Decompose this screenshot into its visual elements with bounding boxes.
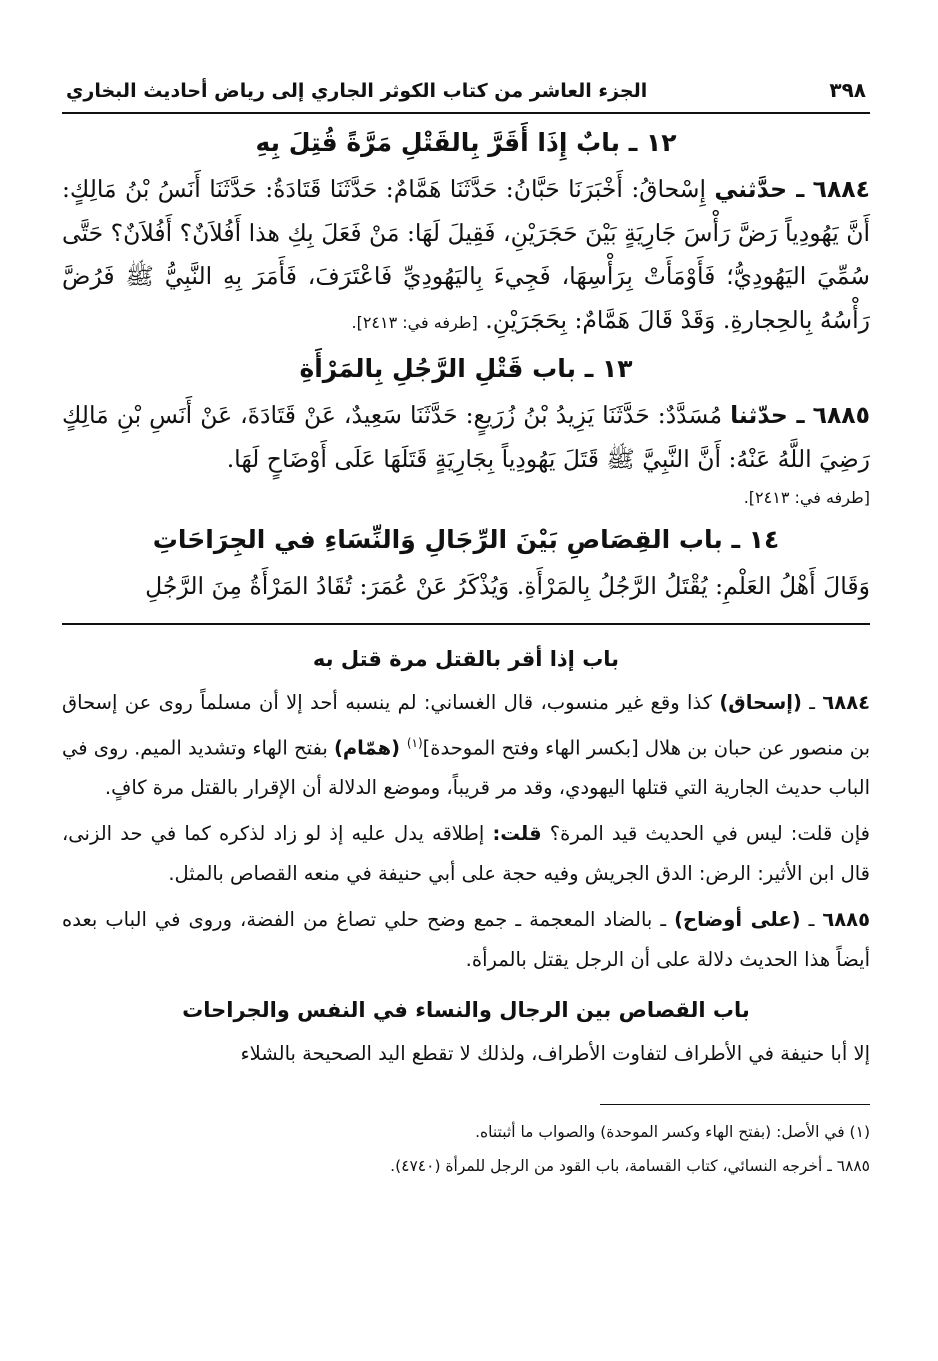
commentary-heading: باب إذا أقر بالقتل مرة قتل به	[312, 646, 620, 671]
commentary-paragraph: ٦٨٨٥ ـ (على أوضاح) ـ بالضاد المعجمة ـ جمع وضح حلي تصاغ من الفضة، وروى في الباب بعده أيضاً هذا الحديث دلالة على أن الرجل يقتل بالمرأة.	[62, 908, 870, 971]
chapter-12-title: ١٢ ـ بابٌ إِذَا أَقَرَّ بِالقَتْلِ مَرَّةً قُتِلَ بِهِ	[255, 128, 677, 157]
chapter-14-title: ١٤ ـ باب القِصَاصِ بَيْنَ الرِّجَالِ وَالنِّسَاءِ في الجِرَاحَاتِ	[152, 525, 780, 554]
keyword: (إسحاق)	[719, 690, 802, 714]
hadith-6885	[62, 394, 870, 481]
hadith-number: ٦٨٨٤	[822, 690, 870, 714]
book-page	[62, 78, 870, 1183]
commentary-paragraph: ٦٨٨٤ ـ (إسحاق) كذا وقع غير منسوب، قال الغساني: لم ينسبه أحد إلا أن مسلماً روى عن إسحاق بن منصور عن حبان بن هلال [بكسر الهاء وفتح الموحدة]$^{(١)}$ (همّام) بفتح الهاء وتشديد الميم. روى في الباب حديث الجارية التي قتلها اليهودي، وقد مر قريباً، وموضع الدلالة أن الإقرار بالقتل مرة كافٍ.	[62, 690, 870, 799]
keyword: (همّام)	[333, 736, 407, 759]
hadith-number: ٦٨٨٥	[822, 908, 870, 931]
running-header	[62, 78, 870, 114]
footnote: (١) في الأصل: (بفتح الهاء وكسر الموحدة) والصواب ما أثبتناه.	[475, 1123, 870, 1141]
hadith-text: إِسْحاقُ: أَخْبَرَنَا حَبَّانُ: حَدَّثَنَا هَمَّامٌ: حَدَّثَنَا قَتَادَةُ: حَدَّثَنَا أَنَسُ بْنُ مَالِكٍ: أَنَّ يَهُودِياً رَضَّ رَأْسَ جَارِيَةٍ بَيْنَ حَجَرَيْنِ، فَقِيلَ لَهَا: مَنْ فَعَلَ بِكِ هذا أَفُلاَنٌ؟ أَفُلاَنٌ؟ حَتَّى سُمِّيَ اليَهُودِيُّ؛ فَأَوْمَأَتْ بِرَأْسِهَا، فَجِيءَ بِاليَهُودِيِّ فَاعْتَرَفَ، فَأَمَرَ بِهِ النَّبِيُّ ﷺ فَرُضَّ رَأْسُهُ بِالحِجارةِ. وَقَدْ قَالَ هَمَّامٌ: بِحَجَرَيْنِ.	[62, 175, 870, 334]
chapter-13-title: ١٣ ـ باب قَتْلِ الرَّجُلِ بِالمَرْأَةِ	[299, 354, 633, 383]
section-divider	[62, 623, 870, 625]
hadith-ref: [طرفه في: ٢٤١٣].	[743, 488, 870, 507]
hadith-lead: ـ حدّثنا	[730, 401, 805, 429]
keyword: قلت:	[492, 822, 542, 845]
footnote-marker: (١)	[406, 735, 423, 750]
hadith-number: ٦٨٨٤	[812, 175, 870, 203]
footnote: ٦٨٨٥ ـ أخرجه النسائي، كتاب القسامة، باب القود من الرجل للمرأة (٤٧٤٠).	[390, 1157, 870, 1175]
commentary-paragraph: إلا أبا حنيفة في الأطراف لتفاوت الأطراف، ولذلك لا تقطع اليد الصحيحة بالشلاء	[240, 1042, 870, 1065]
page-number: ٣٩٨	[829, 78, 866, 102]
hadith-6884	[62, 168, 870, 344]
hadith-lead: ـ حدَّثني	[714, 175, 805, 203]
running-title: الجزء العاشر من كتاب الكوثر الجاري إلى رياض أحاديث البخاري	[66, 80, 648, 102]
hadith-ref: [طرفه في: ٢٤١٣].	[351, 312, 478, 332]
keyword: (على أوضاح)	[674, 908, 801, 931]
hadith-number: ٦٨٨٥	[812, 401, 870, 429]
footnotes	[62, 1115, 870, 1183]
commentary	[62, 635, 870, 1075]
hadith-text: مُسَدَّدٌ: حَدَّثَنَا يَزِيدُ بْنُ زُرَيعٍ: حَدَّثَنَا سَعِيدٌ، عَنْ قَتَادَةَ، عَنْ أَنَسِ بْنِ مَالِكٍ رَضِيَ اللَّهُ عَنْهُ: أَنَّ النَّبِيَّ ﷺ قَتَلَ يَهُودِياً بِجَارِيَةٍ قَتَلَهَا عَلَى أَوْضَاحٍ لَهَا.	[62, 401, 870, 473]
chapter-14-text: وَقَالَ أَهْلُ العَلْمِ: يُقْتَلُ الرَّجُلُ بِالمَرْأَةِ. وَيُذْكَرُ عَنْ عُمَرَ: تُقَادُ المَرْأَةُ مِنَ الرَّجُلِ	[145, 572, 870, 600]
hadith-section	[62, 120, 870, 609]
footnote-rule	[600, 1104, 870, 1105]
commentary-heading: باب القصاص بين الرجال والنساء في النفس والجراحات	[182, 998, 750, 1022]
commentary-paragraph: فإن قلت: ليس في الحديث قيد المرة؟ قلت: إطلاقه يدل عليه إذ لو زاد لذكره كما في حد الزنى، قال ابن الأثير: الرض: الدق الجريش وفيه حجة على أبي حنيفة في منعه القصاص بالمثل.	[62, 822, 871, 885]
